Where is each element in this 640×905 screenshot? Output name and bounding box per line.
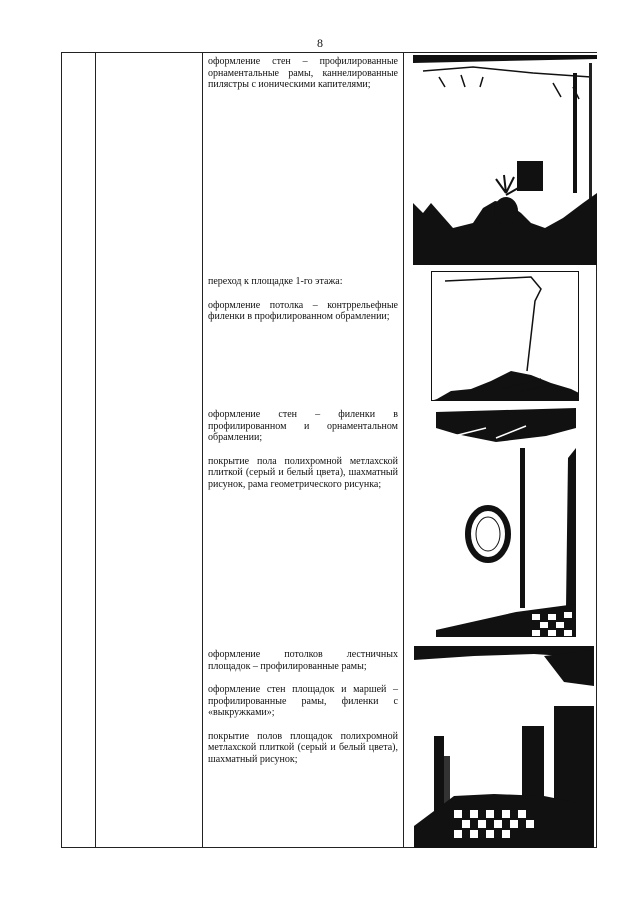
photo-ceiling-panel	[431, 271, 579, 401]
column-divider	[95, 53, 96, 847]
description-paragraph: покрытие пола полихромной метлахской плиткой (серый и белый цвета), шахматный рисунок, рама геометрического рисунка;	[208, 455, 398, 490]
page-number: 8	[317, 36, 323, 50]
description-paragraph: оформление стен – филенки в профилированном и орнаментальном обрамлении;	[208, 409, 398, 443]
column-divider	[403, 53, 404, 847]
description-cell-2	[208, 276, 398, 335]
column-divider	[202, 53, 203, 847]
description-paragraph: покрытие полов площадок полихромной метлахской плиткой (серый и белый цвета), шахматный рисунок;	[208, 730, 398, 765]
description-cell-1	[208, 56, 398, 103]
description-paragraph: переход к площадке 1-го этажа:	[208, 276, 343, 287]
photo-oval-frame-wall	[436, 408, 576, 637]
description-cell-4	[208, 649, 398, 777]
description-paragraph: оформление потолков лестничных площадок – профилированные рамы;	[208, 649, 398, 672]
description-paragraph: оформление потолка – контррельефные филенки в профилированном обрамлении;	[208, 299, 398, 322]
photo-staircase-landing	[414, 646, 594, 848]
description-paragraph: оформление стен площадок и маршей – профилированные рамы, филенки с «выкружками»;	[208, 684, 398, 718]
description-paragraph: оформление стен – профилированные орнаментальные рамы, каннелированные пилястры с ионическими капителями;	[208, 56, 398, 90]
photo-wall-pilasters	[413, 53, 597, 265]
description-cell-3	[208, 409, 398, 502]
